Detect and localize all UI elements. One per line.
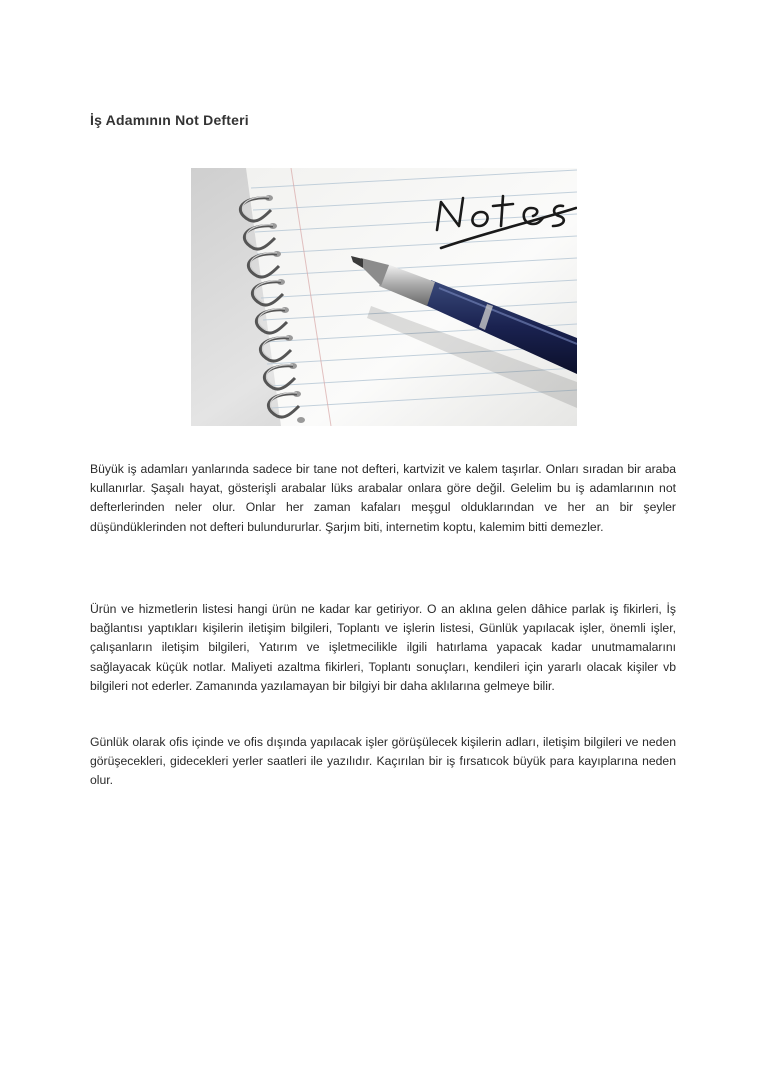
notebook-pen-photo [191,168,577,426]
photo-notes-text: Notes [191,168,194,169]
paragraph-2: Ürün ve hizmetlerin listesi hangi ürün ne kadar kar getiriyor. O an aklına gelen dâhice parlak iş fikirleri, İş bağlantısı yaptıkları kişilerin iletişim bilgileri, Toplantı ve işlerin listesi, Günlük yapılacak işler, önemli işler, çalışanların iletişim bilgileri, Yatırım ve işletmecilikle ilgili hatırlama yapacak kadar unutmamalarını sağlayacak küçük notlar. Maliyeti azaltma fikirleri, Toplantı sonuçları, kendileri için yararlı olacak kişiler vb bilgileri not ederler. Zamanında yazılamayan bir bilgiyi bir daha aklılarına gelmeye bilir. [90,602,676,693]
paragraph-3: Günlük olarak ofis içinde ve ofis dışında yapılacak işler görüşülecek kişilerin adları, iletişim bilgileri ve neden görüşecekleri, gidecekleri yerler saatleri ile yazılıdır. Kaçırılan bir iş fırsatıcok büyük para kayıplarına neden olur. [90,735,676,788]
document-title: İş Adamının Not Defteri [90,112,249,128]
paragraph-1: Büyük iş adamları yanlarında sadece bir tane not defteri, kartvizit ve kalem taşırlar. Onları sıradan bir araba kullanırlar. Şaşalı hayat, gösterişli arabalar lüks arabalar onlara göre değil. Gelelim bu iş adamlarının not defterlerinden neler olur. Onlar her zaman kafaları meşgul olduklarından ve her an bir şeyler düşündüklerinden not defteri bulundururlar. Şarjım biti, internetim koptu, kalemim bitti demezler. [90,462,676,534]
